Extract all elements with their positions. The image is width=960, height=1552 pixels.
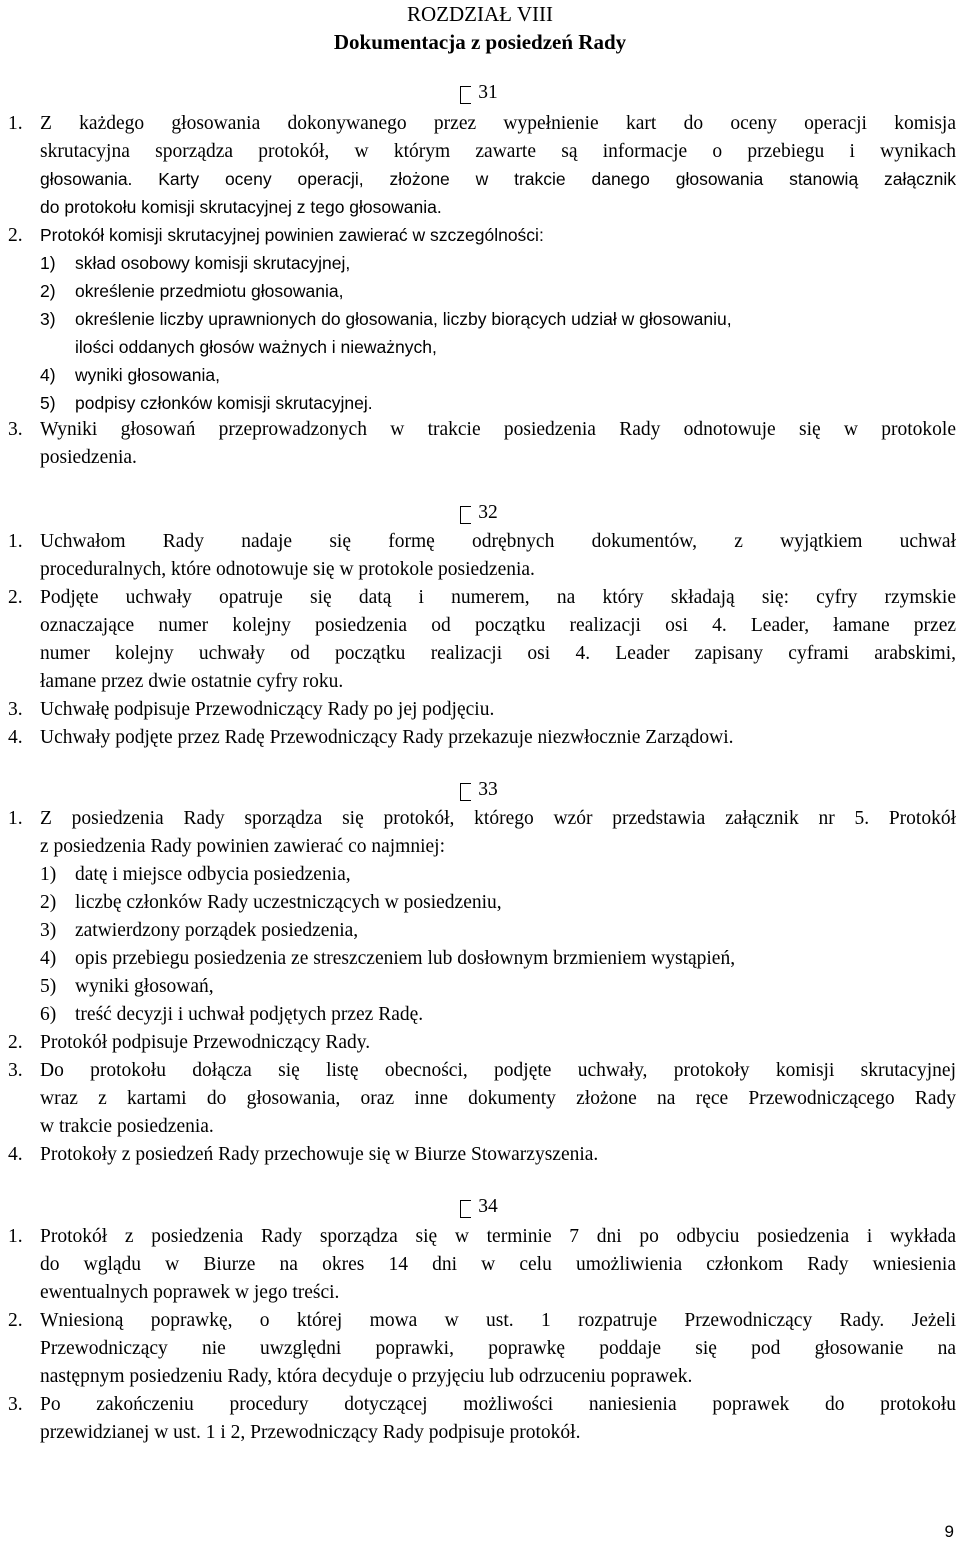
section-sign-icon [460,86,471,104]
section-heading-34: 34 [444,1196,516,1218]
section-sign-icon [460,506,471,524]
chapter-title: ROZDZIAŁ VIII [407,2,553,26]
section-sign-icon [460,783,471,801]
section-sign-icon [460,1200,471,1218]
section-heading-32: 32 [444,502,516,524]
section-heading-33: 33 [444,779,516,801]
chapter-subtitle: Dokumentacja z posiedzeń Rady [333,30,627,54]
section-heading-31: 31 [444,82,516,104]
page-number: 9 [944,1522,954,1541]
